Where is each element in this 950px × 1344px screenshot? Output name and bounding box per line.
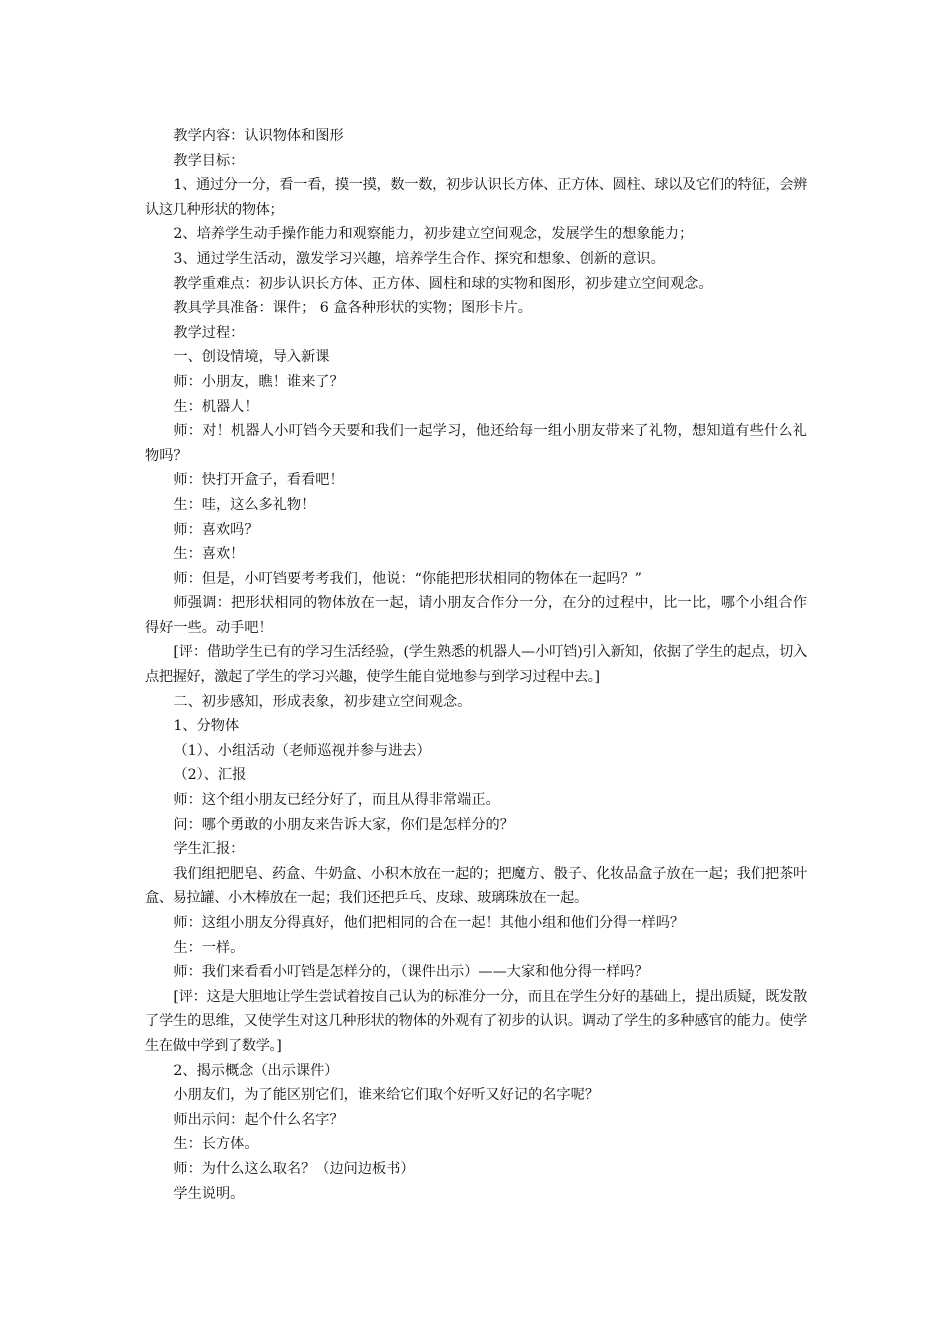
dialogue-line: 生：喜欢！ bbox=[173, 546, 245, 563]
goal-item-3: 3、通过学生活动，激发学习兴趣，培养学生合作、探究和想象、创新的意识。 bbox=[173, 250, 665, 267]
dialogue-line: 学生说明。 bbox=[173, 1185, 245, 1202]
section-1-heading: 一、创设情境，导入新课 bbox=[173, 349, 330, 366]
process-heading: 教学过程： bbox=[173, 324, 245, 341]
dialogue-line: 师：对！机器人小叮铛今天要和我们一起学习，他还给每一组小朋友带来了礼物，想知道有些什么礼物吗？ bbox=[145, 423, 807, 464]
teaching-content: 教学内容：认识物体和图形 bbox=[173, 128, 344, 144]
dialogue-line: 师：但是，小叮铛要考考我们，他说：“你能把形状相同的物体在一起吗？” bbox=[173, 570, 642, 587]
teaching-goals-heading: 教学目标： bbox=[173, 152, 245, 169]
dialogue-line: 生：机器人！ bbox=[173, 398, 259, 415]
commentary-2: [评：这是大胆地让学生尝试着按自己认为的标准分一分，而且在学生分好的基础上，提出质疑，既发散了学生的思维，又使学生对这几种形状的物体的外观有了初步的认识。调动了学生的多种感官的能力。使学生在做中学到了数学。] bbox=[145, 988, 807, 1054]
subsection-heading: 1、分物体 bbox=[173, 718, 240, 735]
dialogue-line: 师：这组小朋友分得真好，他们把相同的合在一起！其他小组和他们分得一样吗？ bbox=[173, 915, 685, 931]
dialogue-line: 学生汇报： bbox=[173, 841, 245, 858]
dialogue-line: 师强调：把形状相同的物体放在一起，请小朋友合作分一分，在分的过程中，比一比，哪个小组合作得好一些。动手吧！ bbox=[145, 595, 807, 636]
section-2-heading: 二、初步感知，形成表象，初步建立空间观念。 bbox=[173, 693, 472, 710]
dialogue-line: 师：我们来看看小叮铛是怎样分的，（课件出示）——大家和他分得一样吗？ bbox=[173, 964, 649, 981]
dialogue-line: 师：为什么这么取名？（边问边板书） bbox=[173, 1160, 415, 1177]
list-item: （1）、小组活动（老师巡视并参与进去） bbox=[173, 742, 431, 759]
dialogue-line: 师：快打开盒子，看看吧！ bbox=[173, 472, 344, 489]
materials: 教具学具准备：课件； 6 盒各种形状的实物；图形卡片。 bbox=[173, 300, 532, 317]
dialogue-line: 师：这个组小朋友已经分好了，而且从得非常端正。 bbox=[173, 792, 500, 809]
dialogue-line: 问：哪个勇敢的小朋友来告诉大家，你们是怎样分的？ bbox=[173, 816, 514, 833]
key-points: 教学重难点：初步认识长方体、正方体、圆柱和球的实物和图形，初步建立空间观念。 bbox=[173, 275, 713, 292]
list-item: （2）、汇报 bbox=[173, 767, 247, 784]
subsection-heading: 2、揭示概念（出示课件） bbox=[173, 1062, 339, 1079]
dialogue-line: 师：小朋友，瞧！谁来了？ bbox=[173, 373, 344, 390]
dialogue-line: 师：喜欢吗？ bbox=[173, 521, 259, 538]
dialogue-line: 生：哇，这么多礼物！ bbox=[173, 496, 316, 513]
dialogue-line: 师出示问：起个什么名字？ bbox=[173, 1111, 344, 1128]
goal-item-1: 1、通过分一分，看一看，摸一摸，数一数，初步认识长方体、正方体、圆柱、球以及它们的特征，会辨认这几种形状的物体； bbox=[145, 177, 807, 218]
dialogue-line: 小朋友们，为了能区别它们，谁来给它们取个好听又好记的名字呢？ bbox=[173, 1087, 600, 1104]
student-report: 我们组把肥皂、药盒、牛奶盒、小积木放在一起的；把魔方、骰子、化妆品盒子放在一起；我们把茶叶盒、易拉罐、小木棒放在一起；我们还把乒乓、皮球、玻璃珠放在一起。 bbox=[145, 865, 807, 907]
document-page bbox=[145, 124, 807, 1206]
dialogue-line: 生：一样。 bbox=[173, 939, 245, 956]
goal-item-2: 2、培养学生动手操作能力和观察能力，初步建立空间观念，发展学生的想象能力； bbox=[173, 226, 694, 243]
commentary-1: [评：借助学生已有的学习生活经验，(学生熟悉的机器人—小叮铛)引入新知，依据了学生的起点，切入点把握好，激起了学生的学习兴趣，使学生能自觉地参与到学习过程中去。] bbox=[145, 644, 807, 686]
dialogue-line: 生：长方体。 bbox=[173, 1136, 259, 1153]
